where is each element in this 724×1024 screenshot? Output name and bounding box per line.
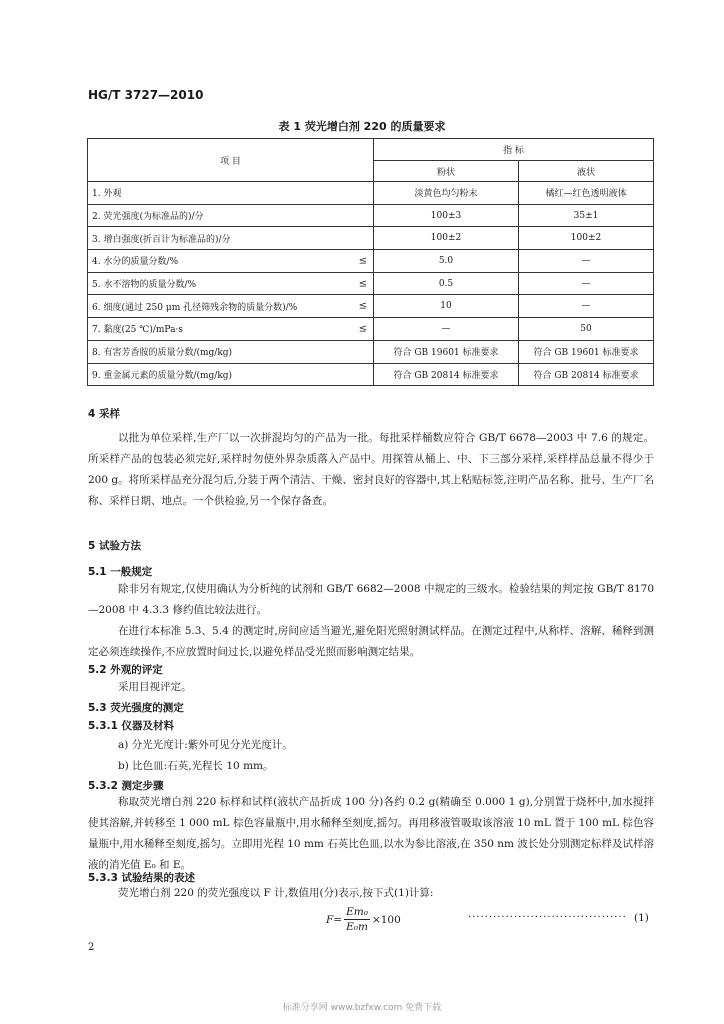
table-row — [88, 182, 654, 205]
section-5-3-3-body: 荧光增白剂 220 的荧光强度以 F 计,数值用(分)表示,按下式(1)计算: — [118, 887, 434, 899]
section-5-3-3-heading: 5.3.3 试验结果的表述 — [88, 872, 196, 884]
row-powder: 100±2 — [374, 227, 519, 250]
table-row — [88, 227, 654, 250]
row-powder: 10 — [374, 295, 519, 318]
header-item: 项 目 — [88, 139, 374, 182]
formula-1 — [326, 905, 401, 934]
row-item: 2. 荧光强度(为标准品的)/分 — [88, 204, 374, 227]
less-equal-symbol: ≤ — [358, 300, 367, 312]
row-item: 6. 细度(通过 250 μm 孔径筛残余物的质量分数)/% — [92, 302, 298, 313]
row-item: 1. 外观 — [88, 182, 374, 205]
header-liquid: 液状 — [519, 161, 654, 182]
equation-number: (1) — [634, 912, 649, 924]
section-5-3-2-body: 称取荧光增白剂 220 标样和试样(液状产品折成 100 分)各约 0.2 g(精确至 0.000 1 g),分别置于烧杯中,加水搅拌使其溶解,并转移至 1 000 mL 棕色容量瓶中,用水稀释至刻度,摇匀。再用移液管吸取该溶液 10 mL 置于 100 mL 棕色容量瓶中,用水稀释至刻度,摇匀。立即用光程 10 mm 石英比色皿,以水为参比溶液,在 350 nm 波长处分别测定标样及试样溶液的消光值 E₀ 和 E。 — [88, 796, 654, 871]
row-item: 7. 黏度(25 ℃)/mPa·s — [92, 325, 183, 336]
row-item: 3. 增白强度(折百计为标准品的)/分 — [88, 227, 374, 250]
row-powder: 符合 GB 20814 标准要求 — [374, 363, 519, 386]
row-powder: 符合 GB 19601 标准要求 — [374, 340, 519, 363]
section-5-2-body: 采用目视评定。 — [118, 681, 192, 693]
row-liquid: — — [519, 295, 654, 318]
standard-number: HG/T 3727—2010 — [88, 88, 204, 102]
section-5-1-heading: 5.1 一般规定 — [88, 566, 153, 578]
row-liquid: — — [519, 272, 654, 295]
section-5-3-1-heading: 5.3.1 仪器及材料 — [88, 720, 175, 732]
row-liquid: 符合 GB 19601 标准要求 — [519, 340, 654, 363]
row-powder: — — [374, 318, 519, 341]
item-b: b) 比色皿:石英,光程长 10 mm。 — [118, 760, 274, 772]
row-powder: 淡黄色均匀粉末 — [374, 182, 519, 205]
section-5-1-para-2: 在进行本标准 5.3、5.4 的测定时,房间应适当避光,避免阳光照射测试样品。在测定过程中,从称样、溶解、稀释到测定必须连续操作,不应放置时间过长,以避免样品受光照而影响测定结果。 — [88, 625, 654, 658]
section-4-body: 以批为单位采样,生产厂以一次拼混均匀的产品为一批。每批采样桶数应符合 GB/T 6678—2003 中 7.6 的规定。所采样产品的包装必须完好,采样时勿使外界杂质落入产品中。用探管从桶上、中、下三部分采样,采样样品总量不得少于 200 g。将所采样品充分混匀后,分装于两个清洁、干燥、密封良好的容器中,其上粘贴标签,注明产品名称、批号、生产厂名称、采样日期、地点。一个供检验,另一个保存备查。 — [88, 432, 654, 507]
less-equal-symbol: ≤ — [358, 278, 367, 290]
table-row — [88, 204, 654, 227]
section-5-2-heading: 5.2 外观的评定 — [88, 664, 163, 676]
formula-times: ×100 — [371, 913, 401, 926]
row-item: 9. 重金属元素的质量分数/(mg/kg) — [88, 363, 374, 386]
table-caption: 表 1 荧光增白剂 220 的质量要求 — [278, 120, 446, 133]
section-5-1-para-1: 除非另有规定,仅使用确认为分析纯的试剂和 GB/T 6682—2008 中规定的三级水。检验结果的判定按 GB/T 8170—2008 中 4.3.3 修约值比较法进行。 — [88, 583, 654, 616]
formula-fraction — [344, 905, 370, 934]
less-equal-symbol: ≤ — [358, 255, 367, 267]
row-liquid: 100±2 — [519, 227, 654, 250]
row-liquid: 橘红—红色透明液体 — [519, 182, 654, 205]
formula-denominator: E₀m — [346, 921, 368, 933]
row-powder: 100±3 — [374, 204, 519, 227]
row-item-cell — [88, 295, 374, 318]
row-liquid: — — [519, 250, 654, 273]
row-item-cell — [88, 318, 374, 341]
table-row — [88, 363, 654, 386]
section-5-3-heading: 5.3 荧光强度的测定 — [88, 702, 184, 714]
row-liquid: 符合 GB 20814 标准要求 — [519, 363, 654, 386]
page-number: 2 — [88, 942, 95, 953]
row-powder: 0.5 — [374, 272, 519, 295]
formula-leader-dots: ······································ — [468, 912, 627, 923]
formula-numerator: Em₀ — [346, 906, 368, 918]
section-4-heading: 4 采样 — [88, 408, 120, 420]
table-row — [88, 318, 654, 341]
table-row — [88, 295, 654, 318]
table-row — [88, 272, 654, 295]
item-a: a) 分光光度计:紫外可见分光光度计。 — [118, 739, 293, 751]
header-powder: 粉状 — [374, 161, 519, 182]
watermark-text: 标准分享网 www.bzfxw.com 免费下载 — [282, 1003, 442, 1013]
section-5-3-2-heading: 5.3.2 测定步骤 — [88, 780, 164, 792]
row-item-cell — [88, 250, 374, 273]
quality-requirements-table — [87, 138, 654, 386]
header-index: 指 标 — [374, 139, 654, 161]
row-liquid: 50 — [519, 318, 654, 341]
less-equal-symbol: ≤ — [358, 323, 367, 335]
row-item: 4. 水分的质量分数/% — [92, 257, 179, 268]
row-item: 8. 有害芳香胺的质量分数/(mg/kg) — [88, 340, 374, 363]
table-row — [88, 340, 654, 363]
table-row — [88, 250, 654, 273]
row-liquid: 35±1 — [519, 204, 654, 227]
row-item: 5. 水不溶物的质量分数/% — [92, 280, 197, 291]
row-powder: 5.0 — [374, 250, 519, 273]
formula-lhs: F= — [326, 913, 343, 926]
row-item-cell — [88, 272, 374, 295]
section-5-heading: 5 试验方法 — [88, 540, 141, 552]
